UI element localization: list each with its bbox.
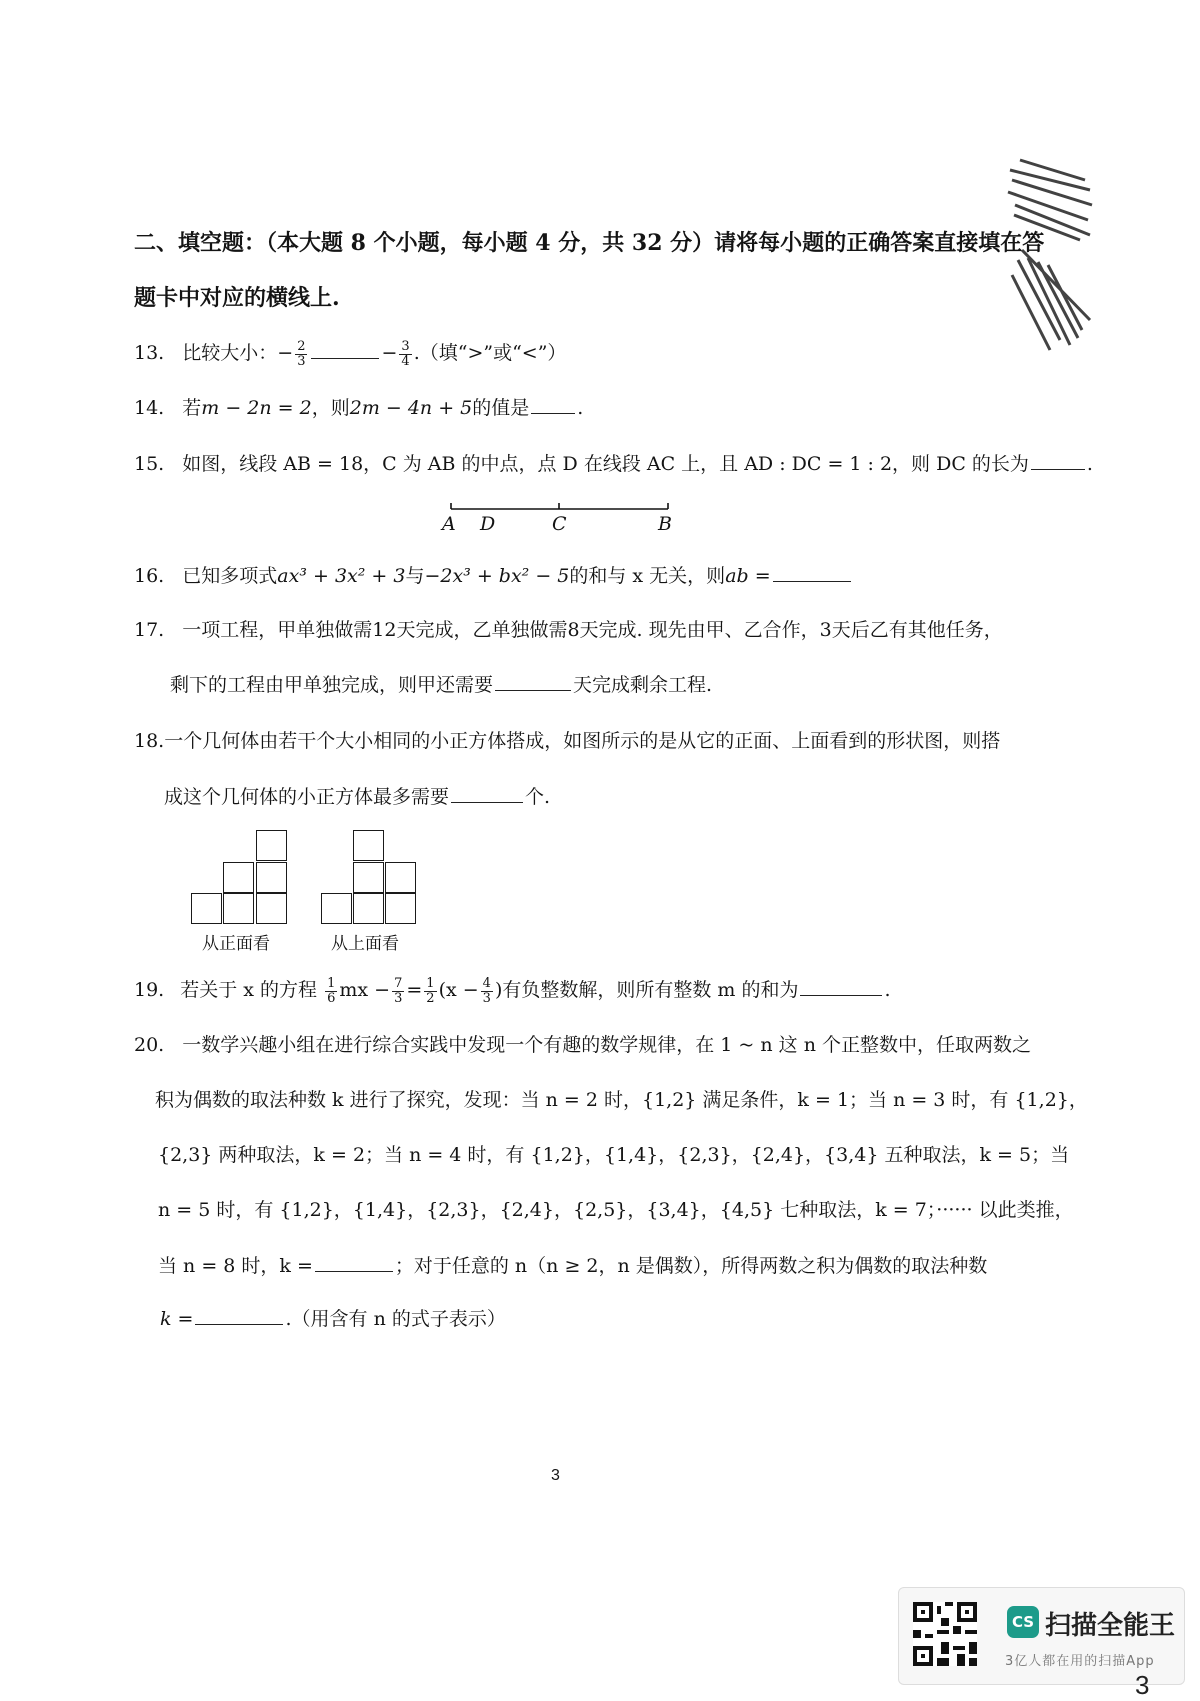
- point-label-a: A: [442, 513, 456, 535]
- q16-polynomial-2: −2x³ + bx² − 5: [424, 565, 570, 587]
- question-20-line2: 积为偶数的取法种数 k 进行了探究，发现：当 n = 2 时，{1,2} 满足条件，k = 1；当 n = 3 时，有 {1,2}，: [155, 1089, 1088, 1111]
- question-18-line2: [164, 782, 550, 812]
- question-20-line3: {2,3} 两种取法，k = 2；当 n = 4 时，有 {1,2}，{1,4}，{2,3}，{2,4}，{3,4} 五种取法，k = 5；当: [158, 1144, 1070, 1166]
- cube-cell: [385, 862, 416, 893]
- section-title-line1: 二、填空题：（本大题 8 个小题，每小题 4 分，共 32 分）请将每小题的正确答案直接填在答: [134, 230, 1045, 256]
- question-number: 17.: [134, 619, 165, 641]
- q19-end: .: [884, 979, 891, 1001]
- question-number: 16.: [134, 565, 165, 587]
- q16-polynomial-1: ax³ + 3x² + 3: [277, 565, 406, 587]
- question-number: 15.: [134, 453, 165, 475]
- scanner-brand: 扫描全能王: [1045, 1611, 1176, 1641]
- q20-text: 一数学兴趣小组在进行综合实践中发现一个有趣的数学规律，在 1 ~ n 这 n 个正整数中，任取两数之: [182, 1034, 1031, 1056]
- point-label-d: D: [480, 513, 496, 535]
- answer-blank[interactable]: [1031, 449, 1085, 470]
- question-19: [134, 975, 891, 1006]
- question-20-line1: [134, 1030, 1031, 1060]
- minus-sign: −: [381, 342, 398, 364]
- q19-text: 若关于 x 的方程: [180, 979, 318, 1001]
- answer-blank[interactable]: [311, 338, 379, 359]
- camscanner-logo: CS: [1007, 1606, 1039, 1638]
- question-16: [134, 561, 853, 591]
- answer-blank[interactable]: [451, 782, 523, 803]
- q14-text: 若: [182, 397, 202, 419]
- q18-text: 成这个几何体的小正方体最多需要: [164, 786, 450, 808]
- question-15: [134, 449, 1093, 479]
- answer-blank[interactable]: [800, 975, 882, 996]
- q20-text: ；对于任意的 n（n ≥ 2，n 是偶数），所得两数之积为偶数的取法种数: [394, 1255, 988, 1277]
- scanner-tagline: 3亿人都在用的扫描App: [1005, 1654, 1155, 1669]
- q20-text: 当 n = 8 时，k =: [158, 1255, 313, 1277]
- cube-cell: [353, 830, 384, 861]
- q13-suffix: .（填“>”或“<”）: [413, 342, 567, 364]
- q16-text: 与: [405, 565, 425, 587]
- fraction: $\frac{2}{3}$: [297, 338, 306, 369]
- fraction: $\frac{7}{3}$: [394, 975, 403, 1006]
- point-label-c: C: [552, 513, 567, 535]
- q14-expression: 2m − 4n + 5: [349, 397, 473, 419]
- section-title-line2: 题卡中对应的横线上.: [134, 285, 340, 311]
- page-number: 3: [551, 1467, 560, 1484]
- qr-code-icon: [913, 1602, 977, 1666]
- q15-end: .: [1086, 453, 1093, 475]
- answer-blank[interactable]: [315, 1251, 393, 1272]
- q20-text: k =: [160, 1308, 194, 1330]
- answer-blank[interactable]: [195, 1304, 283, 1325]
- question-number: 18.: [134, 730, 165, 752]
- question-number: 13.: [134, 342, 165, 364]
- equals-sign: =: [406, 979, 423, 1001]
- q14-condition: m − 2n = 2: [201, 397, 312, 419]
- q14-text: 的值是: [472, 397, 530, 419]
- q17-text: 剩下的工程由甲单独完成，则甲还需要: [170, 674, 494, 696]
- answer-blank[interactable]: [495, 670, 571, 691]
- question-20-line6: [160, 1304, 506, 1334]
- q19-term: mx −: [339, 979, 391, 1001]
- question-number: 19.: [134, 979, 165, 1001]
- question-17-line1: [134, 615, 1003, 645]
- cube-cell: [321, 893, 352, 924]
- front-view-label: 从正面看: [202, 934, 270, 954]
- question-number: 14.: [134, 397, 165, 419]
- question-13: [134, 338, 566, 369]
- cube-cell: [256, 830, 287, 861]
- cube-cell: [385, 893, 416, 924]
- answer-blank[interactable]: [773, 561, 851, 582]
- cube-cell: [256, 862, 287, 893]
- cube-cell: [191, 893, 222, 924]
- question-20-line5: [158, 1251, 987, 1281]
- q16-text: 已知多项式: [182, 565, 278, 587]
- q14-text: ，则: [311, 397, 350, 419]
- question-17-line2: [170, 670, 712, 700]
- q18-text: 个.: [525, 786, 551, 808]
- q18-text: 一个几何体由若干个大小相同的小正方体搭成，如图所示的是从它的正面、上面看到的形状图，则搭: [164, 730, 1001, 752]
- cube-cell: [223, 893, 254, 924]
- question-number: 20.: [134, 1034, 165, 1056]
- corner-page-number: 3: [1135, 1670, 1150, 1700]
- fraction: $\frac{1}{2}$: [426, 975, 435, 1006]
- q15-text: 如图，线段 AB = 18，C 为 AB 的中点，点 D 在线段 AC 上，且 AD : DC = 1 : 2，则 DC 的长为: [182, 453, 1029, 475]
- question-14: [134, 393, 583, 423]
- point-label-b: B: [658, 513, 672, 535]
- q16-ask: ab =: [725, 565, 771, 587]
- cube-cell: [353, 862, 384, 893]
- question-20-line4: n = 5 时，有 {1,2}，{1,4}，{2,3}，{2,4}，{2,5}，{3,4}，{4,5} 七种取法，k = 7；······ 以此类推，: [158, 1199, 1074, 1221]
- q16-text: 的和与 x 无关，则: [569, 565, 726, 587]
- q19-term: (x −: [438, 979, 479, 1001]
- q17-text: 一项工程，甲单独做需12天完成，乙单独做需8天完成. 现先由甲、乙合作，3天后乙有其他任务，: [182, 619, 1003, 641]
- q13-prefix: 比较大小：: [182, 342, 278, 364]
- minus-sign: −: [277, 342, 294, 364]
- cube-cell: [223, 862, 254, 893]
- cube-cell: [256, 893, 287, 924]
- q14-end: .: [577, 397, 584, 419]
- answer-blank[interactable]: [531, 393, 575, 414]
- cube-cell: [353, 893, 384, 924]
- fraction: $\frac{1}{6}$: [327, 975, 336, 1006]
- top-view-label: 从上面看: [331, 934, 399, 954]
- q17-text: 天完成剩余工程.: [573, 674, 713, 696]
- q20-text: .（用含有 n 的式子表示）: [285, 1308, 506, 1330]
- fraction: $\frac{3}{4}$: [401, 338, 410, 369]
- q19-text: )有负整数解，则所有整数 m 的和为: [494, 979, 799, 1001]
- fraction: $\frac{4}{3}$: [482, 975, 491, 1006]
- question-18-line1: [134, 726, 1000, 756]
